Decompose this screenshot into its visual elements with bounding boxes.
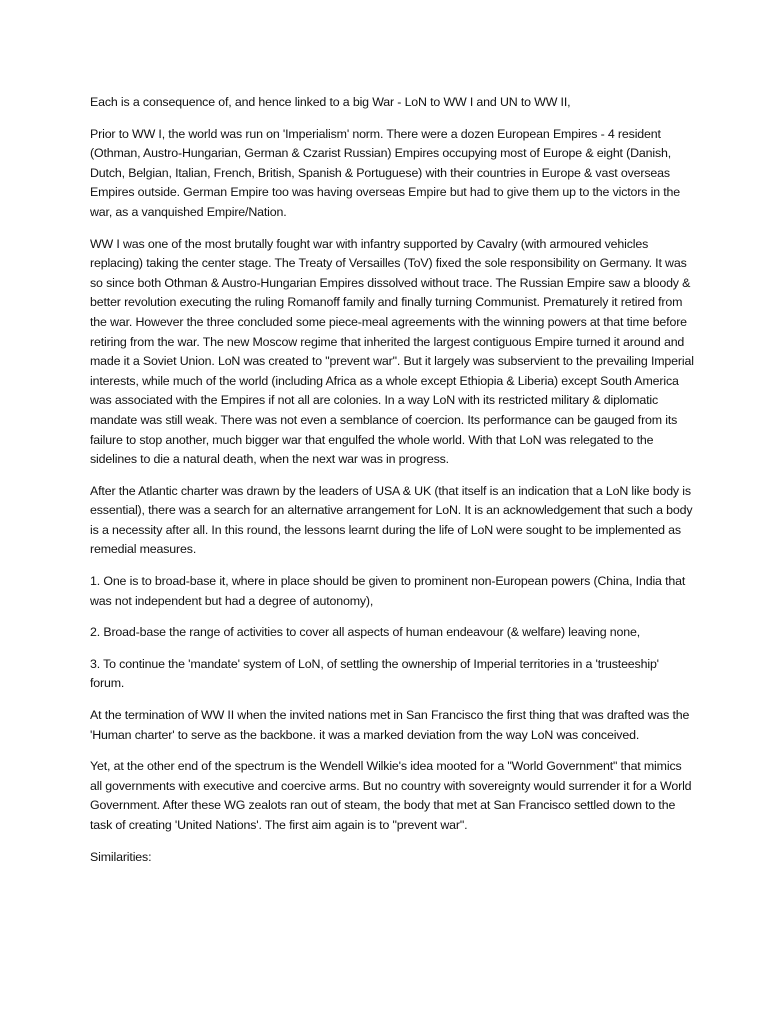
heading-similarities: Similarities: (90, 849, 152, 864)
paragraph-world-government: Yet, at the other end of the spectrum is the Wendell Wilkie's idea mooted for a "World Government" that mimics all governments with executive and coercive arms. But no country with sovereignty would surrender it for a World Government. After these WG zealots ran out of steam, the body that met at San Francisco settled down to the task of creating 'United Nations'. The first aim again is to "prevent war". (90, 759, 692, 832)
list-item-3: 3. To continue the 'mandate' system of LoN, of settling the ownership of Imperial territories in a 'trusteeship' forum. (90, 656, 659, 691)
paragraph-imperialism: Prior to WW I, the world was run on 'Imperialism' norm. There were a dozen European Empires - 4 resident (Othman, Austro-Hungarian, German & Czarist Russian) Empires occupying most of Europe & eight (Danish, Dutch, Belgian, Italian, French, British, Spanish & Portuguese) with their countries in Europe & vast overseas Empires outside. German Empire too was having overseas Empire but had to give them up to the victors in the war, as a vanquished Empire/Nation. (90, 126, 681, 219)
document-body (90, 93, 695, 879)
paragraph-atlantic-charter: After the Atlantic charter was drawn by the leaders of USA & UK (that itself is an indication that a LoN like body is essential), there was a search for an alternative arrangement for LoN. It is an acknowledgement that such a body is a necessity after all. In this round, the lessons learnt during the life of LoN were sought to be implemented as remedial measures. (90, 483, 693, 557)
list-item-2: 2. Broad-base the range of activities to cover all aspects of human endeavour (& welfare) leaving none, (90, 625, 641, 640)
list-item-1: 1. One is to broad-base it, where in place should be given to prominent non-European powers (China, India that was not independent but had a degree of autonomy), (90, 574, 686, 608)
paragraph-ww2-termination: At the termination of WW II when the invited nations met in San Francisco the first thing that was drafted was the 'Human charter' to serve as the backbone. it was a marked deviation from the way LoN was conceived. (90, 708, 690, 742)
paragraph-intro: Each is a consequence of, and hence linked to a big War - LoN to WW I and UN to WW II, (90, 95, 571, 109)
paragraph-ww1: WW I was one of the most brutally fought war with infantry supported by Cavalry (with armoured vehicles replacing) taking the center stage. The Treaty of Versailles (ToV) fixed the sole responsibility on Germany. It was so since both Othman & Austro-Hungarian Empires dissolved without trace. The Russian Empire saw a bloody & better revolution executing the ruling Romanoff family and finally turning Communist. Prematurely it retired from the war. However the three concluded some piece-meal agreements with the winning powers at that time before retiring from the war. The new Moscow regime that inherited the largest contiguous Empire turned it around and made it a Soviet Union. LoN was created to "prevent war". But it largely was subservient to the prevailing Imperial interests, while much of the world (including Africa as a whole except Ethiopia & Liberia) except South America was associated with the Empires if not all are colonies. In a way LoN with its restricted military & diplomatic mandate was still weak. There was not even a semblance of coercion. Its performance can be gauged from its failure to stop another, much bigger war that engulfed the whole world. With that LoN was relegated to the sidelines to die a natural death, when the next war was in progress. (90, 236, 694, 467)
